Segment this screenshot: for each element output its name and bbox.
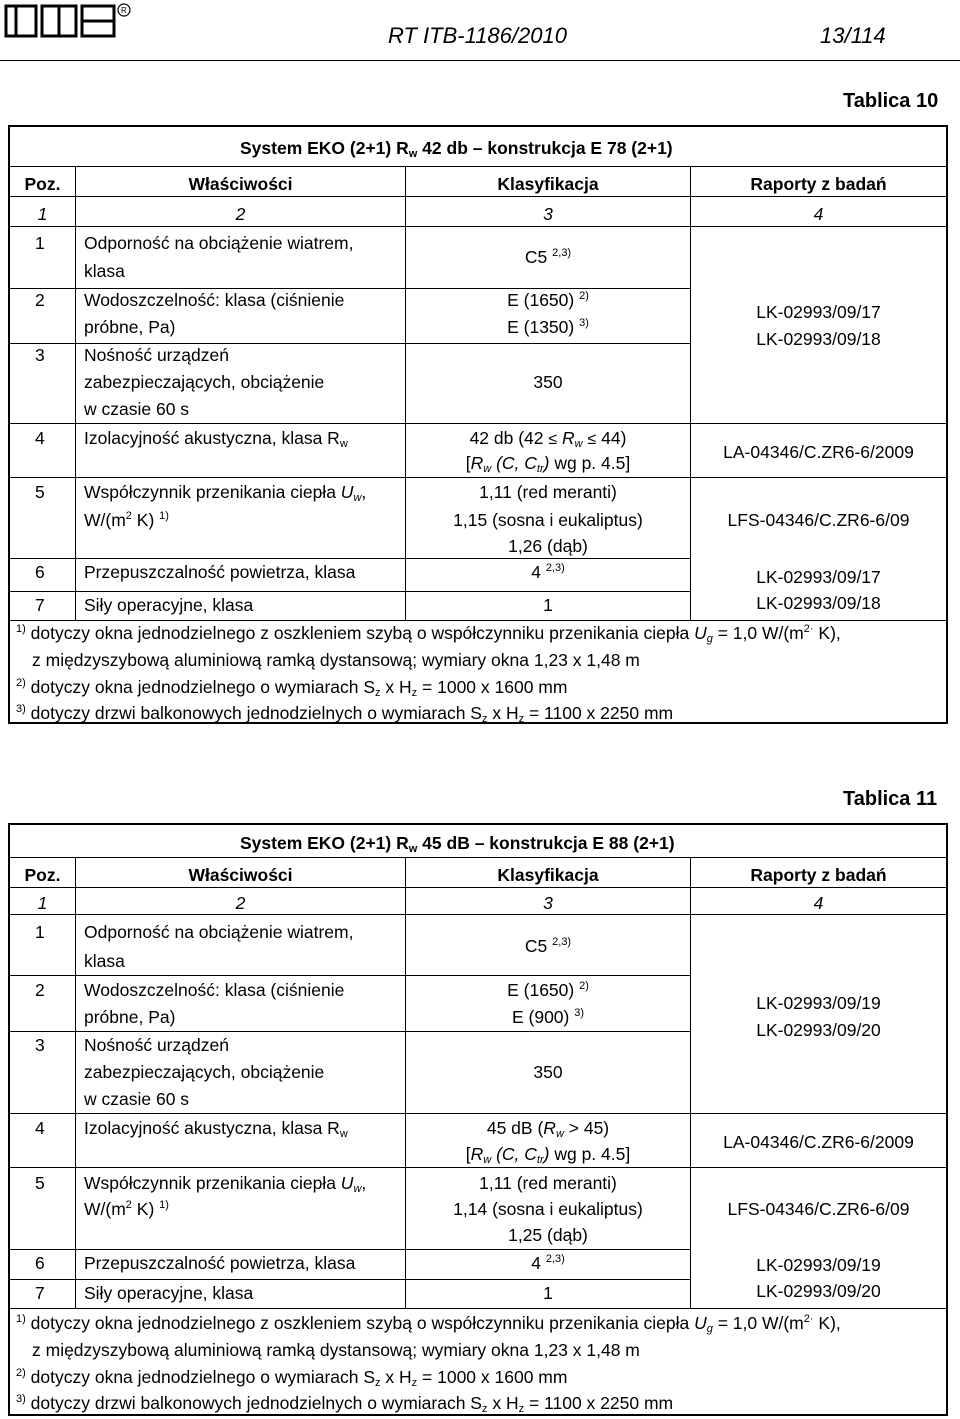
table-10 xyxy=(8,125,948,724)
property-text: próbne, Pa) xyxy=(84,317,176,337)
col-header-klasyfikacja: Klasyfikacja xyxy=(497,174,599,194)
classification-value: 4 $^{2,3)}$ xyxy=(531,562,565,582)
property-text: Odporność na obciążenie wiatrem, xyxy=(84,922,354,942)
row-number: 6 xyxy=(35,562,45,582)
row-number: 4 xyxy=(35,428,45,448)
footnote: z międzyszybową aluminiową ramką dystansową; wymiary okna 1,23 x 1,48 m xyxy=(32,1340,640,1360)
col-header-raporty: Raporty z badań xyxy=(750,865,887,885)
property-text: Siły operacyjne, klasa xyxy=(84,595,254,615)
page-number: 13/114 xyxy=(820,23,886,48)
classification-value: E (1650) $^{2)}$ xyxy=(507,980,589,1000)
col-number: 3 xyxy=(543,893,553,913)
report-number: LA-04346/C.ZR6-6/2009 xyxy=(723,1132,914,1152)
classification-value: 350 xyxy=(533,1062,563,1082)
col-header-wlasciwosci: Właściwości xyxy=(188,865,293,885)
property-text: $W/(m^2$ K) $^{1)}$ xyxy=(84,510,169,530)
col-header-raporty: Raporty z badań xyxy=(750,174,887,194)
classification-value: E (1350) $^{3)}$ xyxy=(507,317,589,337)
row-number: 5 xyxy=(35,1173,45,1193)
row-number: 1 xyxy=(35,233,45,253)
property-text: Wodoszczelność: klasa (ciśnienie xyxy=(84,290,345,310)
classification-value: [$R_w$ (C, $C_{tr}$) wg p. 4.5] xyxy=(465,1144,631,1166)
property-text: Izolacyjność akustyczna, klasa $R_w$ xyxy=(84,428,348,450)
property-text: Nośność urządzeń xyxy=(84,1035,229,1055)
row-number: 6 xyxy=(35,1253,45,1273)
property-text: Współczynnik przenikania ciepła $U_w$, xyxy=(84,482,367,504)
property-text: zabezpieczających, obciążenie xyxy=(84,1062,325,1082)
report-number: LFS-04346/C.ZR6-6/09 xyxy=(727,510,910,530)
col-number: 4 xyxy=(813,204,824,224)
classification-value: 4 $^{2,3)}$ xyxy=(531,1253,565,1273)
header-rule xyxy=(0,60,960,61)
classification-value: 1,14 (sosna i eukaliptus) xyxy=(453,1199,643,1219)
report-number: LK-02993/09/17 xyxy=(756,302,881,322)
col-number: 2 xyxy=(235,893,246,913)
property-text: Przepuszczalność powietrza, klasa xyxy=(84,562,356,582)
report-number: LK-02993/09/18 xyxy=(756,329,881,349)
itb-logo xyxy=(4,2,132,42)
report-number: LFS-04346/C.ZR6-6/09 xyxy=(727,1199,910,1219)
col-number: 2 xyxy=(235,204,246,224)
table-title: System EKO (2+1) $R_w$ 45 dB – konstrukcja E 88 (2+1) xyxy=(240,833,675,855)
footnote: $^{3)}$ dotyczy drzwi balkonowych jednodzielnych o wymiarach $S_z$ x $H_z = 1100$ x 2250 mm xyxy=(16,1393,674,1415)
classification-value: E (900) $^{3)}$ xyxy=(511,1007,585,1027)
document-code: RT ITB-1186/2010 xyxy=(388,23,567,48)
classification-value: 1,25 (dąb) xyxy=(508,1225,588,1245)
property-text: Siły operacyjne, klasa xyxy=(84,1283,254,1303)
row-number: 4 xyxy=(35,1118,45,1138)
footnote: $^{3)}$ dotyczy drzwi balkonowych jednodzielnych o wymiarach $S_z$ x $H_z = 1100$ x 2250 mm xyxy=(16,703,674,725)
report-number: LK-02993/09/20 xyxy=(756,1281,881,1301)
col-header-klasyfikacja: Klasyfikacja xyxy=(497,865,599,885)
svg-text:R: R xyxy=(121,6,127,15)
property-text: Izolacyjność akustyczna, klasa $R_w$ xyxy=(84,1118,348,1140)
classification-value: 1,11 (red meranti) xyxy=(479,1173,617,1193)
footnote: $^{2)}$ dotyczy okna jednodzielnego o wymiarach $S_z$ x $H_z = 1000$ x 1600 mm xyxy=(16,1367,568,1389)
col-number: 4 xyxy=(813,893,824,913)
col-number: 3 xyxy=(543,204,553,224)
footnote: $^{1)}$ dotyczy okna jednodzielnego z oszkleniem szybą o współczynniku przenikania ciepła $U_g = 1,0$ $W/(m^{2\cdot}$ K), xyxy=(16,623,841,645)
col-header-poz: Poz. xyxy=(24,174,61,194)
classification-value: [$R_w$ (C, $C_{tr}$) wg p. 4.5] xyxy=(465,453,631,475)
classification-value: 350 xyxy=(533,372,563,392)
property-text: klasa xyxy=(84,261,125,281)
row-number: 7 xyxy=(35,1283,45,1303)
row-number: 3 xyxy=(35,345,45,365)
classification-value: 1,26 (dąb) xyxy=(508,536,588,556)
property-text: $W/(m^2$ K) $^{1)}$ xyxy=(84,1199,169,1219)
row-number: 5 xyxy=(35,482,45,502)
col-number: 1 xyxy=(37,204,48,224)
classification-value: 1 xyxy=(543,1283,553,1303)
col-header-poz: Poz. xyxy=(24,865,61,885)
classification-value: 1,15 (sosna i eukaliptus) xyxy=(453,510,643,530)
classification-value: 42 db $(42 \le R_w \le 44)$ xyxy=(469,428,627,450)
property-text: Przepuszczalność powietrza, klasa xyxy=(84,1253,356,1273)
classification-value: 1,11 (red meranti) xyxy=(479,482,617,502)
row-number: 1 xyxy=(35,922,45,942)
report-number: LK-02993/09/17 xyxy=(756,567,881,587)
row-number: 2 xyxy=(35,290,45,310)
property-text: Odporność na obciążenie wiatrem, xyxy=(84,233,354,253)
report-number: LK-02993/09/18 xyxy=(756,593,881,613)
footnote: $^{2)}$ dotyczy okna jednodzielnego o wymiarach $S_z$ x $H_z = 1000$ x 1600 mm xyxy=(16,677,568,699)
col-number: 1 xyxy=(37,893,48,913)
classification-value: C5 $^{2,3)}$ xyxy=(524,936,572,956)
property-text: Nośność urządzeń xyxy=(84,345,229,365)
report-number: LK-02993/09/19 xyxy=(756,1255,881,1275)
row-number: 3 xyxy=(35,1035,45,1055)
footnote: z międzyszybową aluminiową ramką dystansową; wymiary okna 1,23 x 1,48 m xyxy=(32,650,640,670)
classification-value: 1 xyxy=(543,595,553,615)
table-label: Tablica 10 xyxy=(843,90,939,112)
classification-value: 45 dB $(R_w > 45)$ xyxy=(486,1118,610,1140)
footnote: $^{1)}$ dotyczy okna jednodzielnego z oszkleniem szybą o współczynniku przenikania ciepła $U_g = 1,0$ $W/(m^{2\cdot}$ K), xyxy=(16,1313,841,1335)
col-header-wlasciwosci: Właściwości xyxy=(188,174,293,194)
property-text: zabezpieczających, obciążenie xyxy=(84,372,325,392)
report-number: LA-04346/C.ZR6-6/2009 xyxy=(723,442,914,462)
row-number: 2 xyxy=(35,980,45,1000)
property-text: w czasie 60 s xyxy=(84,1089,190,1109)
property-text: Współczynnik przenikania ciepła $U_w$, xyxy=(84,1173,367,1195)
property-text: próbne, Pa) xyxy=(84,1007,176,1027)
property-text: w czasie 60 s xyxy=(84,399,190,419)
report-number: LK-02993/09/19 xyxy=(756,993,881,1013)
table-11 xyxy=(8,823,948,1416)
report-number: LK-02993/09/20 xyxy=(756,1020,881,1040)
property-text: Wodoszczelność: klasa (ciśnienie xyxy=(84,980,345,1000)
classification-value: E (1650) $^{2)}$ xyxy=(507,290,589,310)
classification-value: C5 $^{2,3)}$ xyxy=(524,247,572,267)
table-title: System EKO (2+1) $R_w$ 42 db – konstrukcja E 78 (2+1) xyxy=(240,138,673,160)
property-text: klasa xyxy=(84,951,125,971)
table-label: Tablica 11 xyxy=(843,788,938,810)
row-number: 7 xyxy=(35,595,45,615)
